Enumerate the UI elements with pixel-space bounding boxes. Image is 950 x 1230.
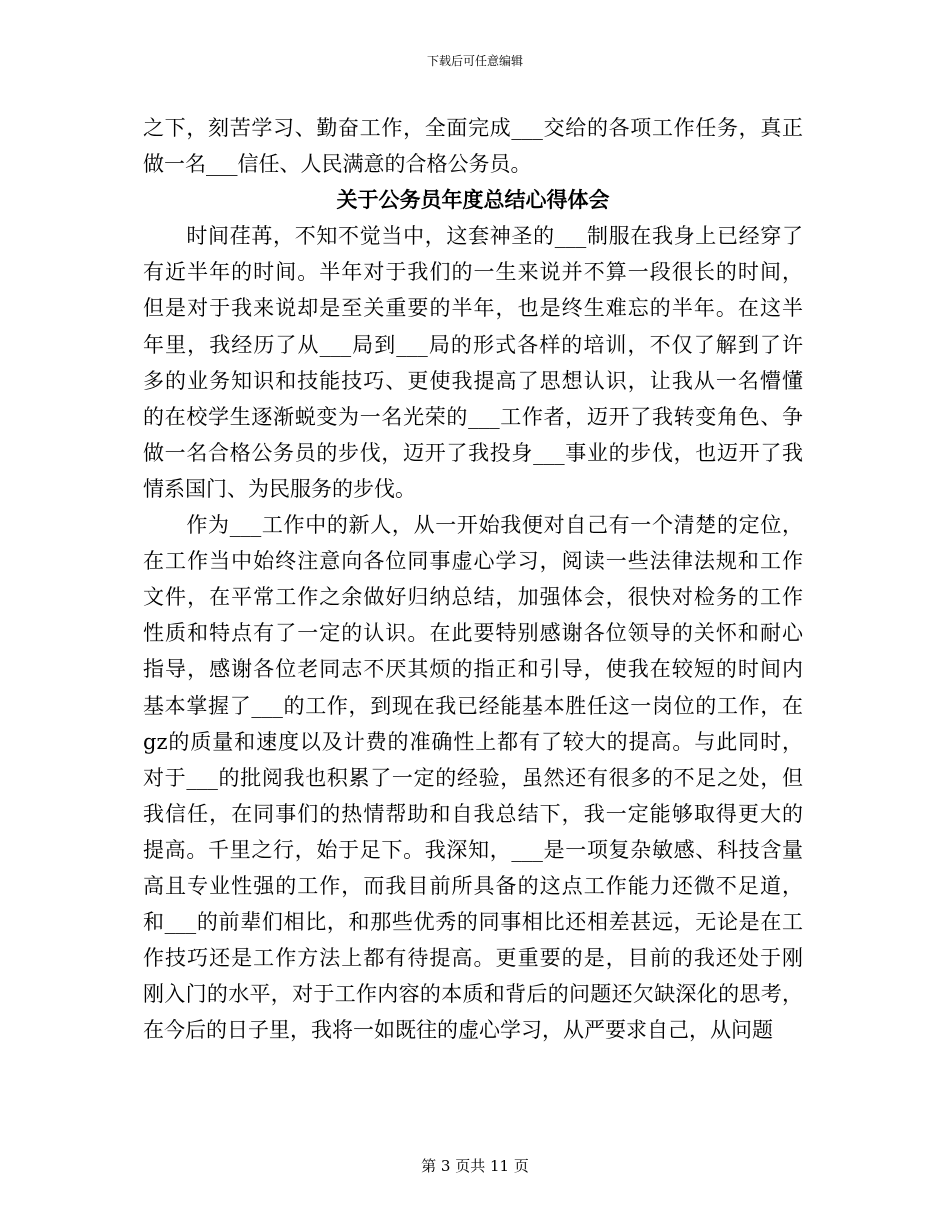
paragraph-line: 作技巧还是工作方法上都有待提高。更重要的是，目前的我还处于刚 <box>143 946 803 971</box>
paragraph-line: 但是对于我来说却是至关重要的半年，也是终生难忘的半年。在这半 <box>143 296 803 321</box>
paragraph-line: gz的质量和速度以及计费的准确性上都有了较大的提高。与此同时， <box>143 729 803 754</box>
paragraph-line: 时间荏苒，不知不觉当中，这套神圣的___制服在我身上已经穿了 <box>143 224 803 249</box>
paragraph-line: 有近半年的时间。半年对于我们的一生来说并不算一段很长的时间， <box>143 260 803 285</box>
paragraph-line: 文件，在平常工作之余做好归纳总结，加强体会，很快对检务的工作 <box>143 585 803 610</box>
paragraph-line: 刚入门的水平，对于工作内容的本质和背后的问题还欠缺深化的思考， <box>143 982 803 1007</box>
paragraph-line: 指导，感谢各位老同志不厌其烦的指正和引导，使我在较短的时间内 <box>143 657 803 682</box>
paragraph-line: 做一名合格公务员的步伐，迈开了我投身___事业的步伐，也迈开了我 <box>143 440 803 465</box>
paragraph-line: 在今后的日子里，我将一如既往的虚心学习，从严要求自己，从问题 <box>143 1018 773 1043</box>
paragraph-line: 我信任，在同事们的热情帮助和自我总结下，我一定能够取得更大的 <box>143 801 803 826</box>
paragraph-line: 的在校学生逐渐蜕变为一名光荣的___工作者，迈开了我转变角色、争 <box>143 404 803 429</box>
page-footer: 第 3 页共 11 页 <box>421 1157 529 1175</box>
paragraph-line: 年里，我经历了从___局到___局的形式各样的培训，不仅了解到了许 <box>143 332 803 357</box>
paragraph-line: 高且专业性强的工作，而我目前所具备的这点工作能力还微不足道， <box>143 873 803 898</box>
page-header: 下载后可任意编辑 <box>426 54 523 68</box>
paragraph-line: 性质和特点有了一定的认识。在此要特别感谢各位领导的关怀和耐心 <box>143 621 803 646</box>
document-body <box>143 110 803 1048</box>
paragraph-line: 在工作当中始终注意向各位同事虚心学习，阅读一些法律法规和工作 <box>143 549 803 574</box>
paragraph-line: 多的业务知识和技能技巧、更使我提高了思想认识，让我从一名懵懂 <box>143 368 803 393</box>
paragraph-line: 作为___工作中的新人，从一开始我便对自己有一个清楚的定位， <box>143 513 803 538</box>
paragraph-line: 和___的前辈们相比，和那些优秀的同事相比还相差甚远，无论是在工 <box>143 910 803 935</box>
paragraph-line: 基本掌握了___的工作，到现在我已经能基本胜任这一岗位的工作，在 <box>143 693 803 718</box>
paragraph-line: 提高。千里之行，始于足下。我深知，___是一项复杂敏感、科技含量 <box>143 837 803 862</box>
intro-line: 之下，刻苦学习、勤奋工作，全面完成___交给的各项工作任务，真正 <box>143 116 803 140</box>
paragraph-line: 情系国门、为民服务的步伐。 <box>143 476 416 501</box>
intro-line: 做一名___信任、人民满意的合格公务员。 <box>143 152 532 177</box>
paragraph-line: 对于___的批阅我也积累了一定的经验，虽然还有很多的不足之处，但 <box>143 765 803 790</box>
document-title: 关于公务员年度总结心得体会 <box>336 187 610 213</box>
